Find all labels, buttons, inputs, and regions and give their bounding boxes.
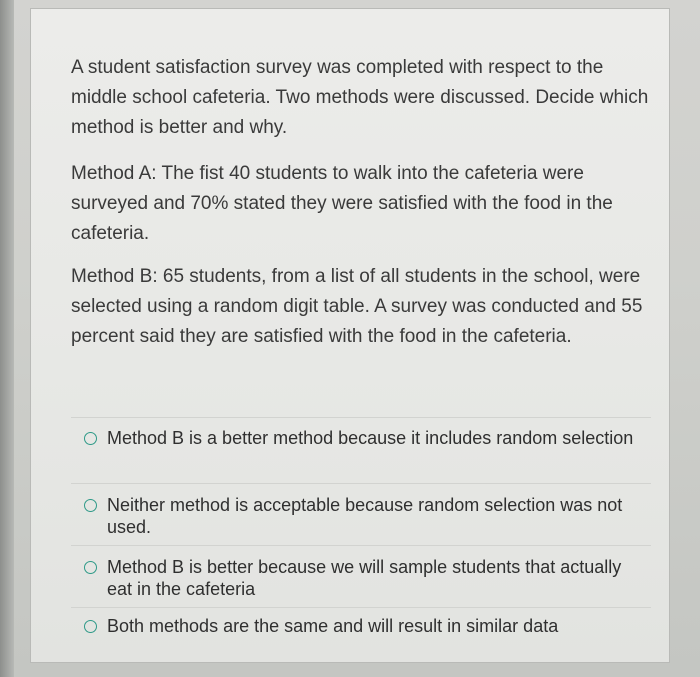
answer-option-3[interactable] xyxy=(71,545,651,607)
answer-option-label: Method B is a better method because it includes random selection xyxy=(107,428,634,448)
radio-button-icon[interactable] xyxy=(84,499,97,512)
radio-button-icon[interactable] xyxy=(84,620,97,633)
method-a-description: Method A: The fist 40 students to walk into the cafeteria were surveyed and 70% stated they were satisfied with the food in the cafeteria. xyxy=(71,163,613,244)
question-prompt: A student satisfaction survey was completed with respect to the middle school cafeteria. Two methods were discussed. Decide which method is better and why. xyxy=(71,57,649,138)
answer-option-1[interactable] xyxy=(71,417,651,483)
answer-option-label: Method B is better because we will sample students that actually eat in the cafeteria xyxy=(107,557,622,599)
question-card xyxy=(30,8,670,663)
screen-edge xyxy=(0,0,14,677)
answer-option-label: Both methods are the same and will result in similar data xyxy=(107,616,559,636)
radio-button-icon[interactable] xyxy=(84,432,97,445)
method-b-description: Method B: 65 students, from a list of all students in the school, were selected using a random digit table. A survey was conducted and 55 percent said they are satisfied with the food in the cafeteria. xyxy=(71,266,643,347)
radio-button-icon[interactable] xyxy=(84,561,97,574)
answer-choices xyxy=(71,417,651,657)
answer-option-2[interactable] xyxy=(71,483,651,545)
answer-option-4[interactable] xyxy=(71,607,651,657)
answer-option-label: Neither method is acceptable because random selection was not used. xyxy=(107,495,623,537)
